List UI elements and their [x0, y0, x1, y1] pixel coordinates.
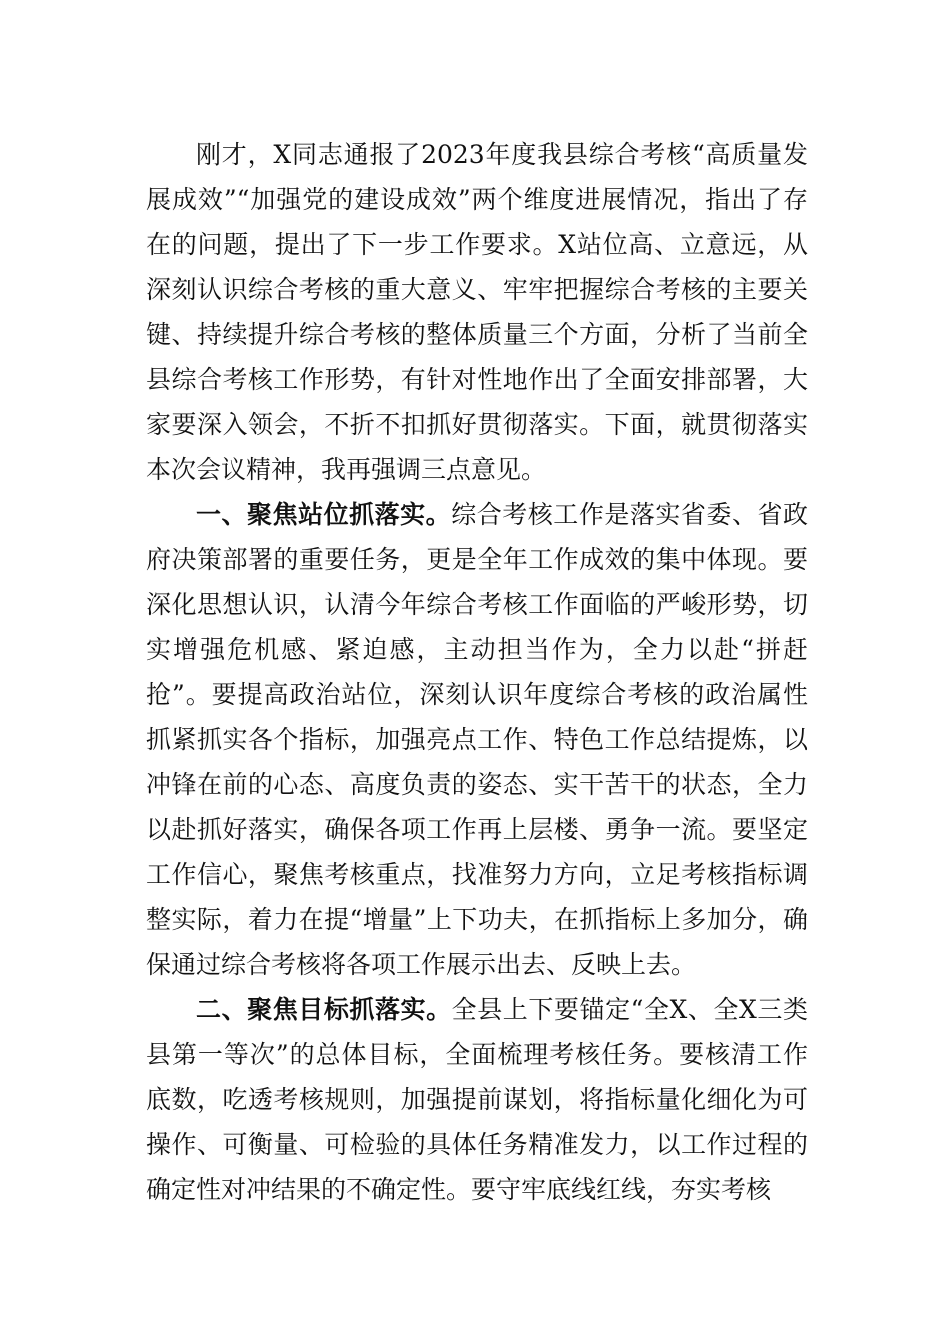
paragraph-intro	[146, 132, 808, 492]
document-body	[146, 132, 808, 1212]
paragraph-intro-text: 刚才，X同志通报了2023年度我县综合考核“高质量发展成效”“加强党的建设成效”两个维度进展情况，指出了存在的问题，提出了下一步工作要求。X站位高、立意远，从深刻认识综合考核的重大意义、牢牢把握综合考核的主要关键、持续提升综合考核的整体质量三个方面，分析了当前全县综合考核工作形势，有针对性地作出了全面安排部署，大家要深入领会，不折不扣抓好贯彻落实。下面，就贯彻落实本次会议精神，我再强调三点意见。	[146, 140, 808, 484]
section-2-heading: 二、聚焦目标抓落实。	[196, 995, 452, 1024]
paragraph-section-2	[146, 987, 808, 1212]
section-2-text: 全县上下要锚定“全X、全X三类县第一等次”的总体目标，全面梳理考核任务。要核清工作底数，吃透考核规则，加强提前谋划，将指标量化细化为可操作、可衡量、可检验的具体任务精准发力，以工作过程的确定性对冲结果的不确定性。要守牢底线红线，夯实考核	[146, 995, 808, 1204]
section-1-heading: 一、聚焦站位抓落实。	[196, 500, 452, 529]
paragraph-section-1	[146, 492, 808, 987]
section-1-text: 综合考核工作是落实省委、省政府决策部署的重要任务，更是全年工作成效的集中体现。要深化思想认识，认清今年综合考核工作面临的严峻形势，切实增强危机感、紧迫感，主动担当作为，全力以赴“拼赶抢”。要提高政治站位，深刻认识年度综合考核的政治属性抓紧抓实各个指标，加强亮点工作、特色工作总结提炼，以冲锋在前的心态、高度负责的姿态、实干苦干的状态，全力以赴抓好落实，确保各项工作再上层楼、勇争一流。要坚定工作信心，聚焦考核重点，找准努力方向，立足考核指标调整实际，着力在提“增量”上下功夫，在抓指标上多加分，确保通过综合考核将各项工作展示出去、反映上去。	[146, 500, 808, 979]
